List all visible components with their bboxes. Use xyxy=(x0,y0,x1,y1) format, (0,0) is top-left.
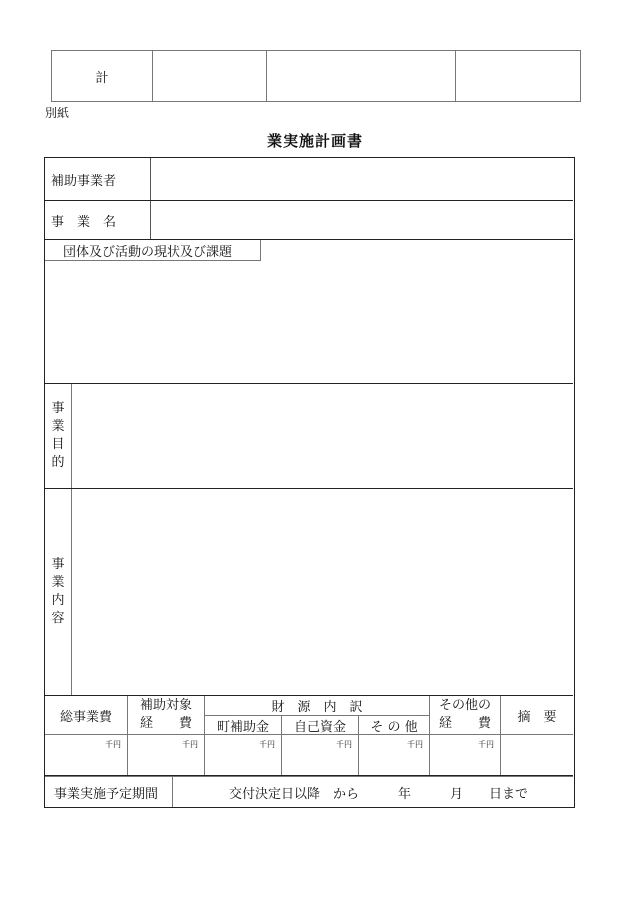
funding-breakdown-label: 財 源 内 訳 xyxy=(271,700,363,715)
other-value[interactable] xyxy=(359,735,430,775)
total-cost-header xyxy=(45,696,128,735)
unit-label: 千円 xyxy=(407,740,423,749)
status-input[interactable] xyxy=(45,262,573,383)
town-subsidy-value[interactable] xyxy=(205,735,282,775)
content-char-3: 内 xyxy=(51,593,65,608)
budget-table xyxy=(45,696,573,776)
top-table-cell-3[interactable] xyxy=(266,51,456,101)
other-cost-value[interactable] xyxy=(430,735,501,775)
purpose-input[interactable] xyxy=(73,384,573,488)
content-char-1: 事 xyxy=(51,557,65,572)
subsidy-target-line1: 補助対象 xyxy=(139,698,192,713)
plan-form xyxy=(44,157,575,808)
own-funds-label: 自己資金 xyxy=(293,719,346,735)
town-subsidy-header xyxy=(205,716,282,735)
purpose-label xyxy=(45,384,72,488)
unit-label: 千円 xyxy=(478,740,494,749)
applicant-input[interactable] xyxy=(152,158,573,200)
unit-label: 千円 xyxy=(336,740,352,749)
own-funds-value[interactable] xyxy=(282,735,359,775)
unit-label: 千円 xyxy=(105,740,121,749)
period-label-cell xyxy=(45,777,173,807)
status-label-box xyxy=(45,240,261,261)
period-label: 事業実施予定期間 xyxy=(54,786,159,802)
period-text: 交付決定日以降 から 年 月 日まで xyxy=(229,786,529,802)
total-label: 計 xyxy=(95,70,109,86)
subsidy-target-header xyxy=(128,696,205,735)
subsidy-target-line2: 経 費 xyxy=(139,716,192,731)
purpose-char-3: 目 xyxy=(51,437,65,452)
remarks-header xyxy=(501,696,573,735)
top-table xyxy=(51,50,581,102)
project-name-label-cell xyxy=(45,201,151,239)
own-funds-header xyxy=(282,716,359,735)
funding-breakdown-header xyxy=(205,696,430,716)
attachment-label: 別紙 xyxy=(45,106,70,120)
unit-label: 千円 xyxy=(182,740,198,749)
remarks-label: 摘 要 xyxy=(517,709,557,725)
subsidy-target-value[interactable] xyxy=(128,735,205,775)
total-cost-label: 総事業費 xyxy=(59,709,112,725)
total-cost-value[interactable] xyxy=(45,735,128,775)
applicant-label-cell xyxy=(45,158,151,200)
top-table-total-cell xyxy=(52,51,153,101)
content-input[interactable] xyxy=(73,489,573,695)
page-title: 業実施計画書 xyxy=(266,132,363,150)
other-header xyxy=(359,716,430,735)
project-name-row xyxy=(45,201,573,240)
applicant-label: 補助事業者 xyxy=(51,173,117,189)
content-char-4: 容 xyxy=(51,611,65,626)
status-label: 団体及び活動の現状及び課題 xyxy=(63,244,233,260)
other-cost-header xyxy=(430,696,501,735)
town-subsidy-label: 町補助金 xyxy=(216,719,269,735)
other-cost-line2: 経 費 xyxy=(438,716,491,731)
unit-label: 千円 xyxy=(259,740,275,749)
purpose-row xyxy=(45,384,573,489)
content-label xyxy=(45,489,72,695)
project-name-input[interactable] xyxy=(152,201,573,239)
purpose-char-4: 的 xyxy=(51,455,65,470)
period-value[interactable] xyxy=(173,777,573,807)
top-table-cell-2[interactable] xyxy=(152,51,267,101)
period-row xyxy=(45,776,573,807)
top-table-cell-4[interactable] xyxy=(455,51,581,101)
applicant-row xyxy=(45,158,573,201)
project-name-label: 事 業 名 xyxy=(51,214,117,230)
status-section xyxy=(45,240,573,384)
other-cost-line1: その他の xyxy=(438,698,491,713)
purpose-char-2: 業 xyxy=(51,419,65,434)
other-label: そ の 他 xyxy=(370,719,418,735)
content-row xyxy=(45,489,573,696)
content-char-2: 業 xyxy=(51,575,65,590)
remarks-value[interactable] xyxy=(501,735,573,775)
purpose-char-1: 事 xyxy=(51,401,65,416)
